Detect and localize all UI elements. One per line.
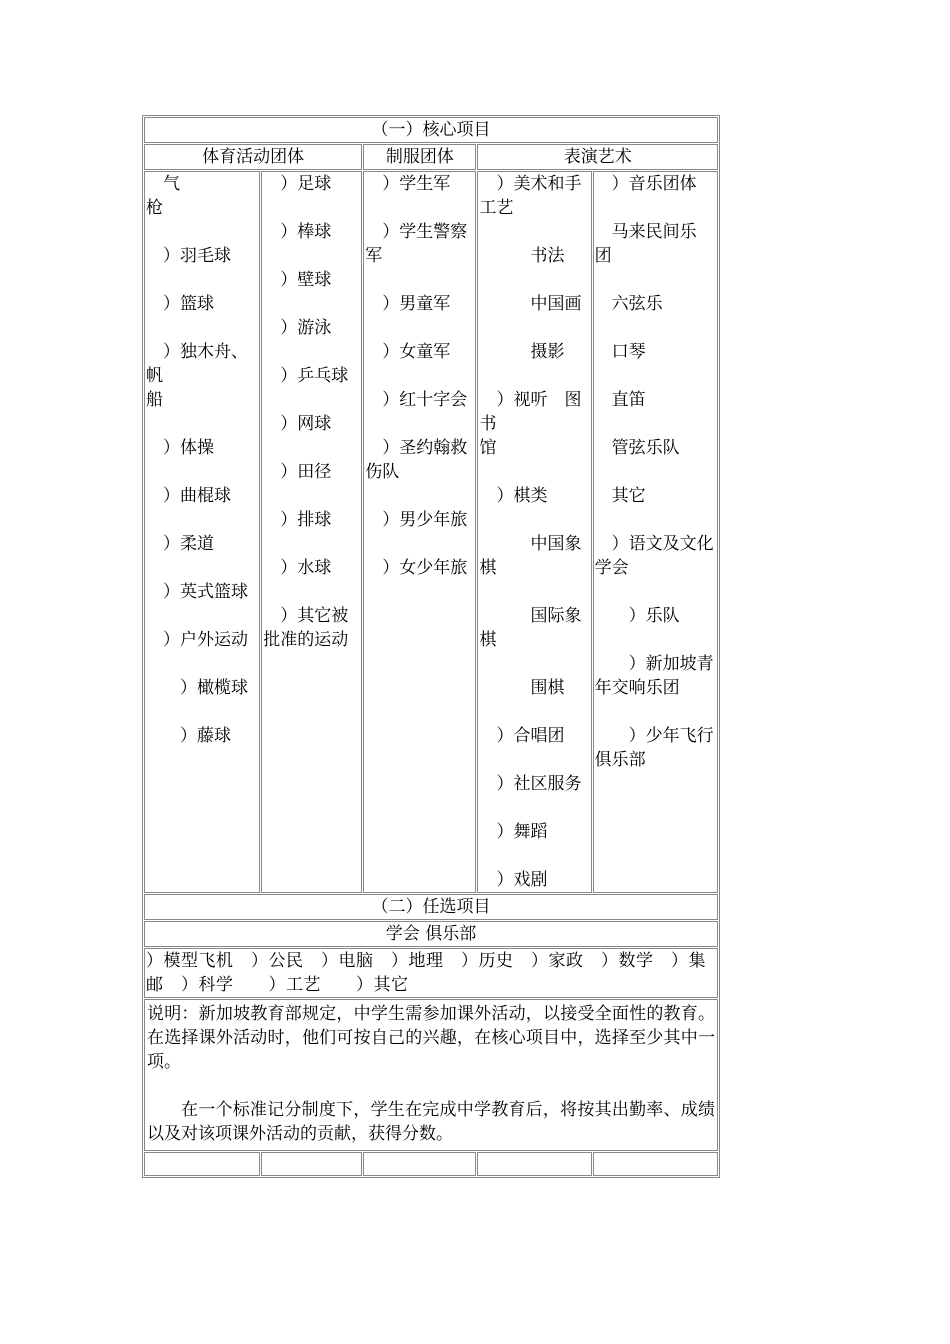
note-paragraph-2: 在一个标准记分制度下，学生在完成中学教育后，将按其出勤率、成绩以及对该项课外活动的贡献，获得分数。 xyxy=(147,1100,715,1144)
sports-header: 体育活动团体 xyxy=(144,144,362,170)
arts-list-b-text: ）音乐团体 马来民间乐 团 六弦乐 口琴 直笛 管弦乐队 其它 ）语文及文化 学会 ）乐队 ）新加坡青 年交响乐团 ）少年飞行 俱乐部 xyxy=(594,174,714,770)
optional-title-row xyxy=(144,894,718,920)
empty-row xyxy=(144,1152,718,1176)
empty-cell xyxy=(477,1152,591,1176)
sports-list-a-text: 气 枪 ）羽毛球 ）篮球 ）独木舟、帆 船 ）体操 ）曲棍球 ）柔道 ）英式篮球 ）户外运动 ）橄榄球 ）藤球 xyxy=(146,174,248,746)
arts-list-b xyxy=(593,171,718,893)
empty-cell xyxy=(363,1152,476,1176)
optional-title: （二）任选项目 xyxy=(144,894,718,920)
optional-items: ）模型飞机 ）公民 ）电脑 ）地理 ）历史 ）家政 ）数学 ）集邮 ）科学 ）工艺 ）其它 xyxy=(144,948,718,998)
core-title-row xyxy=(144,117,718,143)
uniform-header: 制服团体 xyxy=(363,144,476,170)
activities-table xyxy=(142,115,720,1178)
uniform-list-text: ）学生军 ）学生警察 军 ）男童军 ）女童军 ）红十字会 ）圣约翰救 伤队 ）男少年旅 ）女少年旅 xyxy=(365,174,468,578)
sports-list-a xyxy=(144,171,260,893)
optional-subtitle-row xyxy=(144,921,718,947)
note-gap xyxy=(147,1074,715,1098)
empty-cell xyxy=(144,1152,260,1176)
optional-subtitle: 学会 俱乐部 xyxy=(144,921,718,947)
uniform-list xyxy=(363,171,476,893)
arts-list-a-text: ）美术和手 工艺 书法 中国画 摄影 ）视听 图书 馆 ）棋类 中国象 棋 国际象 棋 围棋 ）合唱团 ）社区服务 ）舞蹈 ）戏剧 xyxy=(479,174,582,890)
note-cell xyxy=(144,999,718,1151)
sports-list-b-text: ）足球 ）棒球 ）壁球 ）游泳 ）乒乓球 ）网球 ）田径 ）排球 ）水球 ）其它被 批准的运动 xyxy=(263,174,349,650)
empty-cell xyxy=(593,1152,718,1176)
core-lists-row xyxy=(144,171,718,893)
arts-header: 表演艺术 xyxy=(477,144,718,170)
category-header-row xyxy=(144,144,718,170)
optional-items-row xyxy=(144,948,718,998)
sports-list-b xyxy=(261,171,362,893)
note-row xyxy=(144,999,718,1151)
arts-list-a xyxy=(477,171,591,893)
note-paragraph-1: 说明：新加坡教育部规定，中学生需参加课外活动，以接受全面性的教育。在选择课外活动时，他们可按自己的兴趣，在核心项目中，选择至少其中一项。 xyxy=(147,1004,715,1072)
activities-document xyxy=(142,115,720,1178)
core-title: （一）核心项目 xyxy=(144,117,718,143)
empty-cell xyxy=(261,1152,362,1176)
